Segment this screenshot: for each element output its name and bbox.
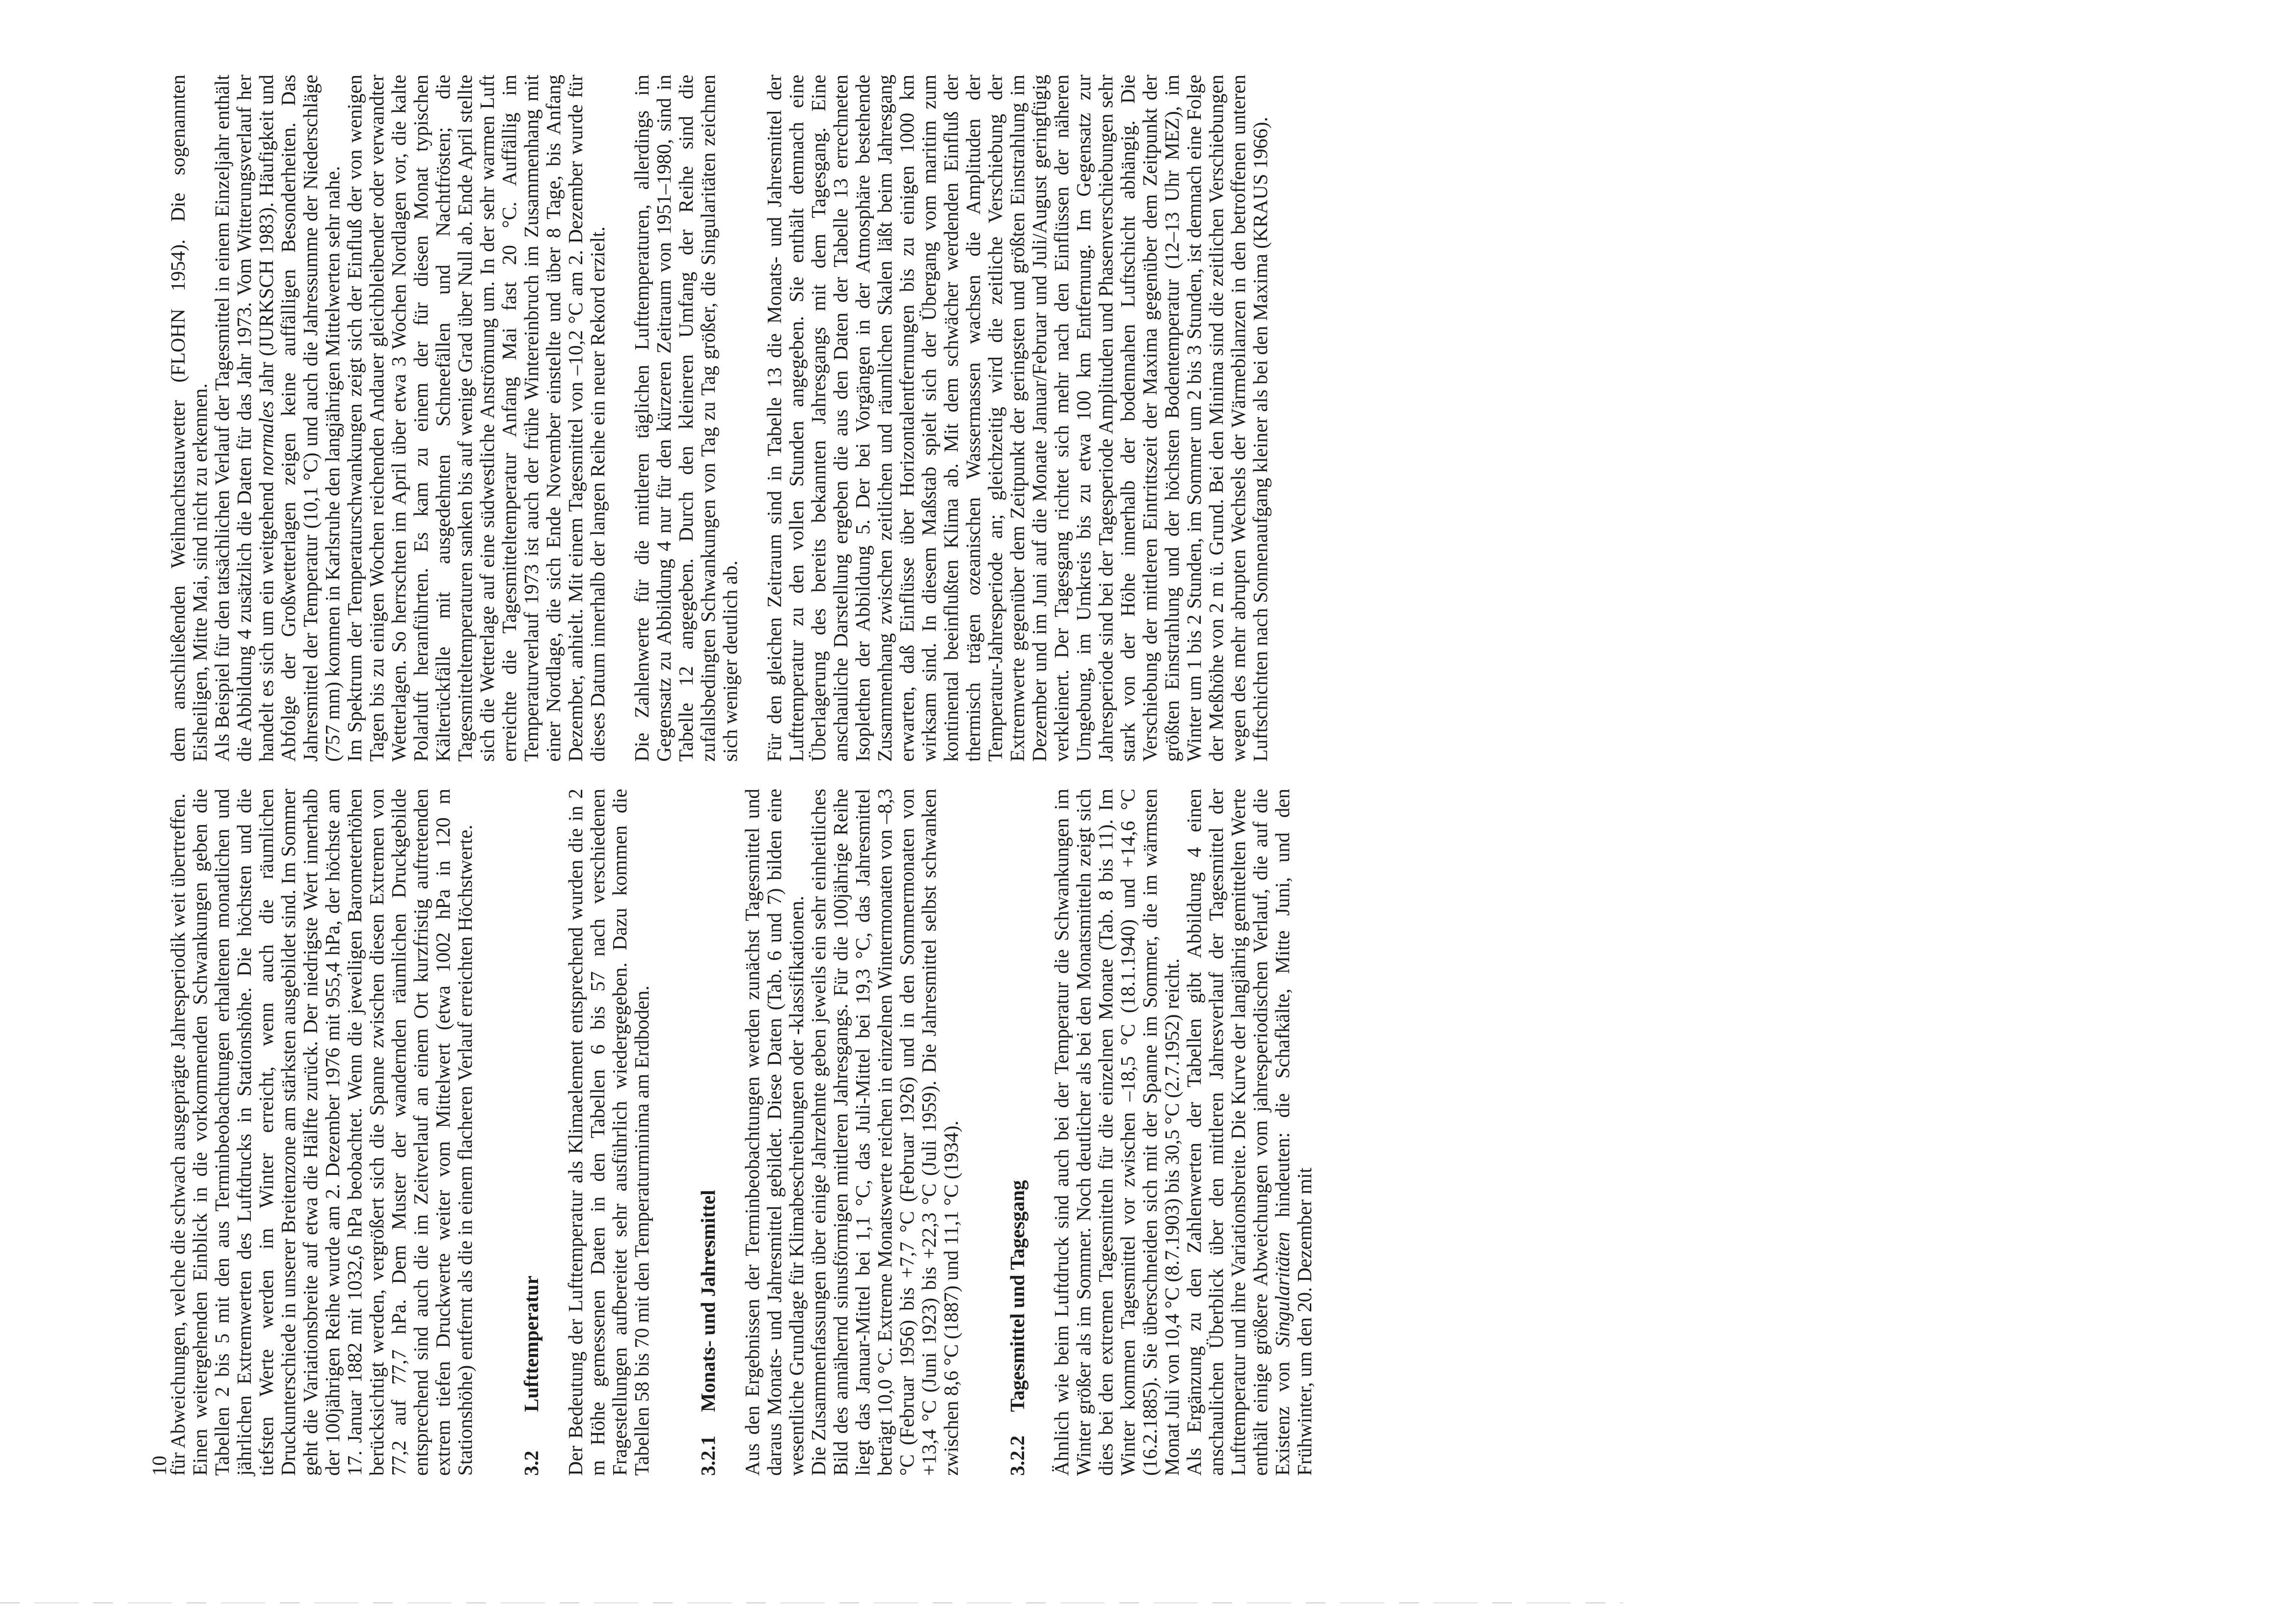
paragraph: Einen weitergehenden Einblick in die vorkommenden Schwankungen geben die Tabellen 2 bis 5 mit den aus Terminbeobachtungen erhaltenen monatlichen und jährlichen Extremwerten des Luftdrucks in Stationshöhe. Die höchsten und die tiefsten Werte werden im Winter erreicht, wenn auch die räumlichen Druckunterschiede in unserer Breitenzone am stärksten ausgebildet sind. Im Sommer geht die Variationsbreite auf etwa die Hälfte zurück. Der niedrigste Wert innerhalb der 100jährigen Reihe wurde am 2. Dezember 1976 mit 955,4 hPa, der höchste am 17. Januar 1882 mit 1032,6 hPa beobachtet. Wenn die jeweiligen Barometerhöhen berücksichtigt werden, vergrößert sich die Spanne zwischen diesen Extremen von 77,2 auf 77,7 hPa. Dem Muster der wandernden räumlichen Druckgebilde entsprechend sind auch die im Zeitverlauf an einem Ort kurzfristig auftretenden extrem tiefen Druckwerte weiter vom Mittelwert (etwa 1002 hPa in 120 m Stationshöhe) entfernt als die in einem flacheren Verlauf erreichten Höchstwerte. bbox=[189, 789, 476, 1476]
section-number: 3.2.1 bbox=[697, 1436, 719, 1476]
section-heading-3-2-2 bbox=[1006, 789, 1028, 1476]
section-title: Tagesmittel und Tagesgang bbox=[1006, 1180, 1028, 1412]
paragraph: Als Beispiel für den tatsächlichen Verlauf der Tagesmittel in einem Einzeljahr enthält die Abbildung 4 zusätzlich die Daten für das Jahr 1973. Vom Witterungsverlauf her handelt es sich um ein weitgehend normales Jahr (JURKSCH 1983). Häufigkeit und Abfolge der Großwetterlagen zeigen keine auffälligen Besonderheiten. Das Jahresmittel der Temperatur (10,1 °C) und auch die Jahressumme der Niederschläge (757 mm) kommen in Karlsruhe den langjährigen Mittelwerten sehr nahe. bbox=[211, 75, 344, 762]
section-title: Lufttemperatur bbox=[520, 1276, 542, 1412]
left-column bbox=[167, 789, 1316, 1476]
paragraph: für Abweichungen, welche die schwach ausgeprägte Jahresperiodik weit übertreffen. bbox=[166, 793, 189, 1476]
paragraph: Als Ergänzung zu den Zahlenwerten der Tabellen gibt Abbildung 4 einen anschaulichen Überblick über den mittleren Jahresverlauf der Tagesmittel der Lufttemperatur und ihre Variationsbreite. Die Kurve der langjährig gemittelten Werte enthält einige größere Abweichungen vom jahresperiodischen Verlauf, die auf die Existenz von Singularitäten hindeuten: die Schafkälte, Mitte Juni, und den Frühwinter, um den 20. Dezember mit bbox=[1183, 789, 1316, 1476]
page-number: 10 bbox=[148, 1456, 170, 1476]
paragraph: Die Zusammenfassungen über einige Jahrzehnte geben jeweils ein sehr einheitliches Bild des annähernd sinusförmigen mittleren Jahresgangs. Für die 100jährige Reihe liegt das Januar-Mittel bei 1,1 °C, das Juli-Mittel bei 19,3 °C, das Jahresmittel beträgt 10,0 °C. Extreme Monatswerte reichen in einzelnen Wintermonaten von –8,3 °C (Februar 1956) bis +7,7 °C (Februar 1926) und in den Sommermonaten von +13,4 °C (Juni 1923) bis +22,3 °C (Juli 1959). Die Jahresmittel selbst schwanken zwischen 8,6 °C (1887) und 11,1 °C (1934). bbox=[807, 789, 962, 1476]
emphasis: Singularitäten bbox=[1271, 1232, 1294, 1347]
right-column bbox=[167, 75, 1271, 762]
section-heading-3-2 bbox=[520, 789, 542, 1476]
paragraph: Ähnlich wie beim Luftdruck sind auch bei der Temperatur die Schwankungen im Winter größer als im Sommer. Noch deutlicher als bei den Monatsmitteln zeigt sich dies bei den extremen Tagesmitteln für die einzelnen Monate (Tab. 8 bis 11). Im Winter kommen Tagesmittel vor zwischen –18,5 °C (18.1.1940) und +14,6 °C (16.2.1885). Sie überschneiden sich mit der Spanne im Sommer, die im wärmsten Monat Juli von 10,4 °C (8.7.1903) bis 30,5 °C (2.7.1952) reicht. bbox=[1050, 789, 1183, 1476]
paragraph: Die Zahlenwerte für die mittleren täglichen Lufttemperaturen, allerdings im Gegensatz zu Abbildung 4 nur für den kürzeren Zeitraum von 1951–1980, sind in Tabelle 12 angegeben. Durch den kleineren Umfang der Reihe sind die zufallsbedingten Schwankungen von Tag zu Tag größer, die Singularitäten zeichnen sich weniger deutlich ab. bbox=[630, 75, 741, 762]
paragraph: Aus den Ergebnissen der Terminbeobachtungen werden zunächst Tagesmittel und daraus Monats- und Jahresmittel gebildet. Diese Daten (Tab. 6 und 7) bilden eine wesentliche Grundlage für Klimabeschreibungen oder -klassifikationen. bbox=[741, 789, 808, 1476]
scan-edge-bottom bbox=[0, 1602, 1623, 1603]
section-number: 3.2.2 bbox=[1006, 1436, 1028, 1476]
paragraph: dem anschließenden Weihnachtstauwetter (FLOHN 1954). Die sogenannten Eisheiligen, Mitte Mai, sind nicht zu erkennen. bbox=[166, 75, 211, 762]
paragraph: Für den gleichen Zeitraum sind in Tabelle 13 die Monats- und Jahresmittel der Lufttemperatur zu den vollen Stunden angegeben. Sie enthält demnach eine Überlagerung des bereits bekannten Jahresgangs mit dem Tagesgang. Eine anschauliche Darstellung ergeben die aus den Daten der Tabelle 13 errechneten Isoplethen der Abbildung 5. Der bei Vorgängen in der Atmosphäre bestehende Zusammenhang zwischen zeitlichen und räumlichen Skalen läßt beim Jahresgang erwarten, daß Einflüsse über Horizontalentfernungen bis zu einigen 1000 km wirksam sind. In diesem Maßstab spielt sich der Übergang vom maritim zum kontinental beeinflußten Klima ab. Mit dem schwächer werdenden Einfluß der thermisch trägen ozeanischen Wassermassen wachsen die Amplituden der Temperatur-Jahresperiode an; gleichzeitig wird die zeitliche Verschiebung der Extremwerte gegenüber dem Zeitpunkt der geringsten und größten Einstrahlung im Dezember und im Juni auf die Monate Januar/Februar und Juli/August geringfügig verkleinert. Der Tagesgang richtet sich mehr nach den Einflüssen der näheren Umgebung, im Umkreis bis zu etwa 100 km Entfernung. Im Gegensatz zur Jahresperiode sind bei der Tagesperiode Amplituden und Phasenverschiebungen sehr stark von der Höhe innerhalb der bodennahen Luftschicht abhängig. Die Verschiebung der mittleren Eintrittszeit der Maxima gegenüber dem Zeitpunkt der größten Einstrahlung und der höchsten Bodentemperatur (12–13 Uhr MEZ), im Winter um 1 bis 2 Stunden, im Sommer um 2 bis 3 Stunden, ist demnach eine Folge der Meßhöhe von 2 m ü. Grund. Bei den Minima sind die zeitlichen Verschiebungen wegen des mehr abrupten Wechsels der Wärmebilanzen in den betroffenen unteren Luftschichten nach Sonnenaufgang kleiner als bei den Maxima (KRAUS 1966). bbox=[763, 75, 1271, 762]
emphasis: normales bbox=[255, 401, 277, 476]
paragraph: Im Spektrum der Temperaturschwankungen zeigt sich der Einfluß der von wenigen Tagen bis zu einigen Wochen reichenden Andauer gleichbleibender oder verwandter Wetterlagen. So herrschten im April über etwa 3 Wochen Nordlagen vor, die kalte Polarluft heranführten. Es kam zu einem der für diesen Monat typischen Kälterückfälle mit ausgedehnten Schneefällen und Nachtfrösten; die Tagesmitteltemperaturen sanken bis auf wenige Grad über Null ab. Ende April stellte sich die Wetterlage auf eine südwestliche Anströmung um. In der sehr warmen Luft erreichte die Tagesmitteltemperatur Anfang Mai fast 20 °C. Auffällig im Temperaturverlauf 1973 ist auch der frühe Wintereinbruch im Zusammenhang mit einer Nordlage, die sich Ende November einstellte und über 8 Tage, bis Anfang Dezember, anhielt. Mit einem Tagesmittel von –10,2 °C am 2. Dezember wurde für dieses Datum innerhalb der langen Reihe ein neuer Rekord erzielt. bbox=[343, 75, 609, 762]
section-title: Monats- und Jahresmittel bbox=[697, 1190, 719, 1412]
section-number: 3.2 bbox=[520, 1450, 542, 1476]
section-heading-3-2-1 bbox=[697, 789, 719, 1476]
paragraph: Der Bedeutung der Lufttemperatur als Klimaelement entsprechend wurden die in 2 m Höhe gemessenen Daten in den Tabellen 6 bis 57 nach verschiedenen Fragestellungen aufbereitet sehr ausführlich wiedergegeben. Dazu kommen die Tabellen 58 bis 70 mit den Temperaturminima am Erdboden. bbox=[564, 789, 653, 1476]
